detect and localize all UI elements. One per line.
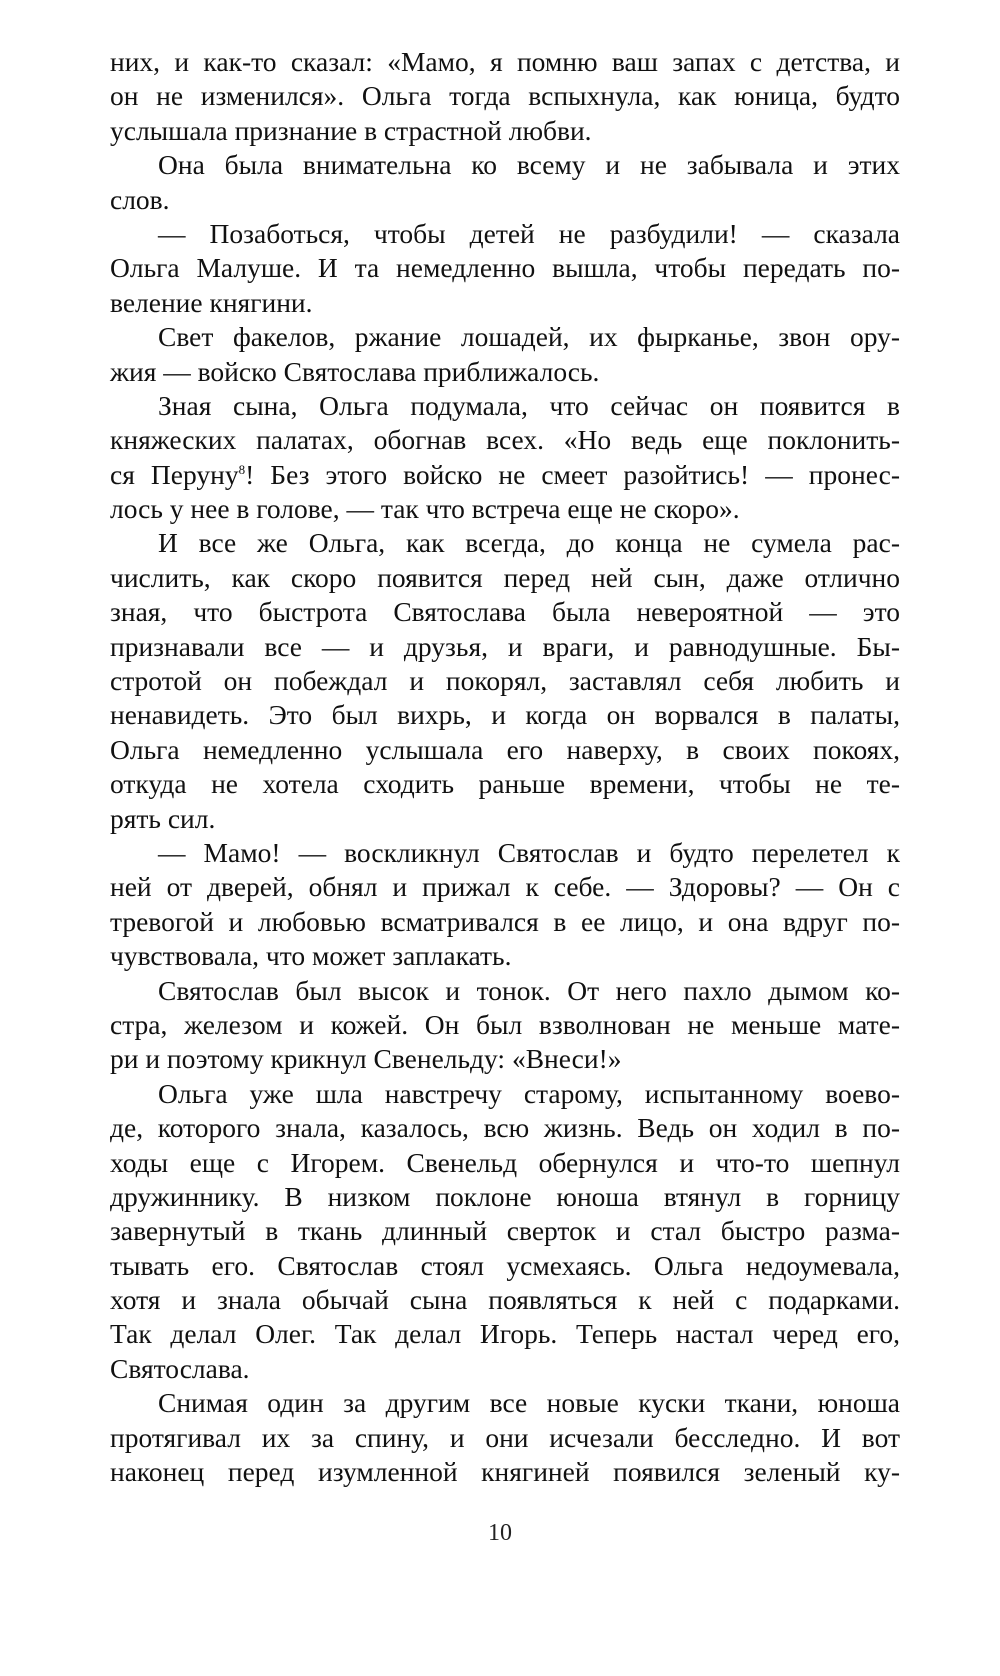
text-line: ри и поэтому крикнул Свенельду: «Внеси!» — [110, 1043, 622, 1075]
text-line: де, которого знала, казалось, всю жизнь. Ведь он ходил в по- — [110, 1112, 900, 1144]
text-line: протягивал их за спину, и они исчезали бесследно. И вот — [110, 1421, 900, 1453]
text-line: слов. — [110, 183, 170, 215]
text-line: услышала признание в страстной любви. — [110, 114, 592, 146]
text-line: наконец перед изумленной княгиней появился зеленый ку- — [110, 1456, 900, 1488]
paragraph — [110, 217, 900, 320]
text-line: лось у нее в голове, — так что встреча еще не скоро». — [110, 493, 740, 525]
text-line: Снимая один за другим все новые куски ткани, юноша — [158, 1387, 900, 1419]
text-line: тывать его. Святослав стоял усмехаясь. Ольга недоумевала, — [110, 1249, 900, 1281]
text-line: И все же Ольга, как всегда, до конца не сумела рас- — [158, 527, 900, 559]
text-line: — Позаботься, чтобы детей не разбудили! — сказала — [158, 217, 900, 249]
text-line: ней от дверей, обнял и прижал к себе. — Здоровы? — Он с — [110, 871, 900, 903]
text-line: стра, железом и кожей. Он был взволнован не меньше мате- — [110, 1008, 900, 1040]
text-line: Так делал Олег. Так делал Игорь. Теперь настал черед его, — [110, 1318, 900, 1350]
text-line: он не изменился». Ольга тогда вспыхнула, как юница, будто — [110, 80, 900, 112]
page-text — [110, 45, 900, 1489]
text-line: веление княгини. — [110, 286, 313, 318]
text-line: Ольга уже шла навстречу старому, испытанному воево- — [158, 1077, 900, 1109]
text-line: хотя и знала обычай сына появляться к ней с подарками. — [110, 1284, 900, 1316]
text-line: Она была внимательна ко всему и не забывала и этих — [158, 149, 900, 181]
paragraph — [110, 148, 900, 217]
text-line: зная, что быстрота Святослава была невероятной — это — [110, 596, 900, 628]
paragraph — [110, 836, 900, 974]
paragraph — [110, 974, 900, 1077]
text-line: княжеских палатах, обогнав всех. «Но ведь еще поклонить- — [110, 424, 900, 456]
paragraph — [110, 526, 900, 836]
footnote-marker: 8 — [238, 461, 246, 477]
text-segment: ! Без этого войско не смеет разойтись! — пронес- — [245, 458, 900, 490]
paragraph — [110, 389, 900, 527]
text-line: стротой он побеждал и покорял, заставлял себя любить и — [110, 665, 900, 697]
text-line: откуда не хотела сходить раньше времени, чтобы не те- — [110, 768, 900, 800]
text-line: тревогой и любовью всматривался в ее лицо, и она вдруг по- — [110, 905, 900, 937]
paragraph — [110, 320, 900, 389]
text-line: Ольга немедленно услышала его наверху, в своих покоях, — [110, 733, 900, 765]
page-number: 10 — [488, 1520, 512, 1546]
text-segment: ся Перуну — [110, 458, 239, 490]
text-line: Свет факелов, ржание лошадей, их фырканье, звон ору- — [158, 321, 900, 353]
text-line: ходы еще с Игорем. Свенельд обернулся и что-то шепнул — [110, 1146, 900, 1178]
text-line: — Мамо! — воскликнул Святослав и будто перелетел к — [158, 836, 900, 868]
text-line: Зная сына, Ольга подумала, что сейчас он появится в — [158, 389, 900, 421]
paragraph — [110, 1077, 900, 1387]
paragraph — [110, 45, 900, 148]
text-line: Святослава. — [110, 1352, 250, 1384]
text-line: Святослав был высок и тонок. От него пахло дымом ко- — [158, 974, 900, 1006]
text-line: них, и как-то сказал: «Мамо, я помню ваш запах с детства, и — [110, 46, 900, 77]
text-line: чувствовала, что может заплакать. — [110, 940, 512, 972]
text-line-with-footnote — [110, 458, 900, 492]
text-line: Ольга Малуше. И та немедленно вышла, чтобы передать по- — [110, 252, 900, 284]
paragraph — [110, 1386, 900, 1489]
text-line: ненавидеть. Это был вихрь, и когда он ворвался в палаты, — [110, 699, 900, 731]
text-line: завернутый в ткань длинный сверток и стал быстро разма- — [110, 1215, 900, 1247]
text-line: жия — войско Святослава приближалось. — [110, 355, 600, 387]
text-line: рять сил. — [110, 802, 216, 834]
text-line: дружиннику. В низком поклоне юноша втянул в горницу — [110, 1180, 900, 1212]
text-line: признавали все — и друзья, и враги, и равнодушные. Бы- — [110, 630, 900, 662]
text-line: числить, как скоро появится перед ней сын, даже отлично — [110, 561, 900, 593]
